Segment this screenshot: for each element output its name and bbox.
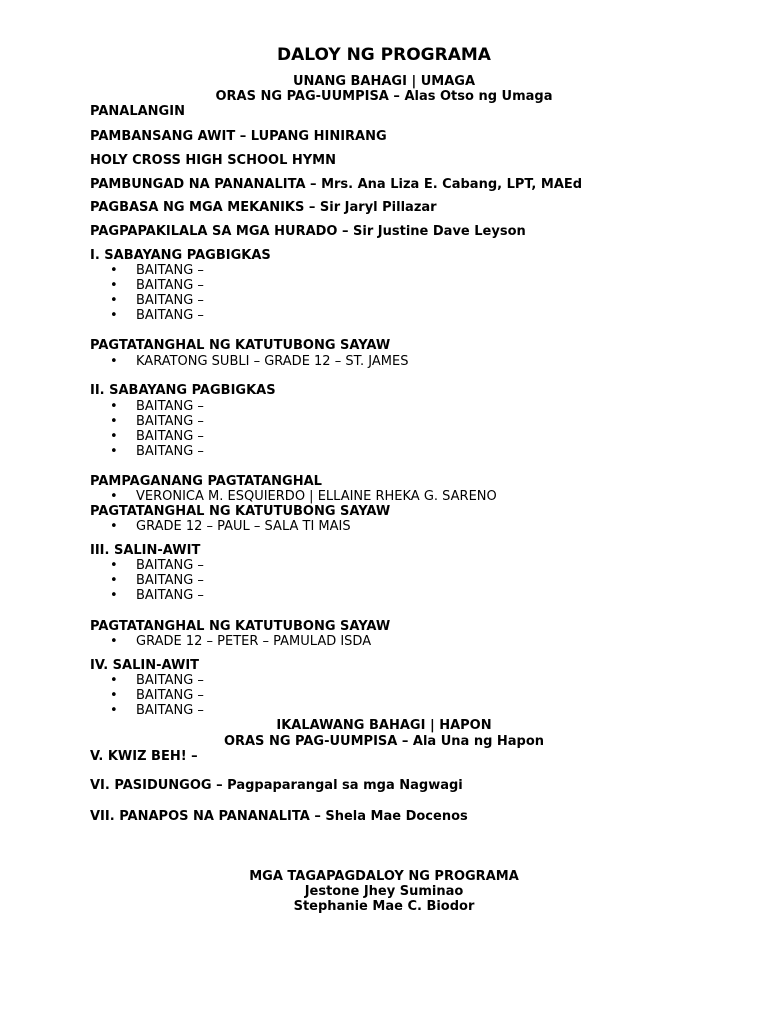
opening-label: PAMBUNGAD NA PANANALITA – (90, 177, 322, 192)
list-item: • (110, 634, 118, 649)
dance-1-heading: PAGTATANGHAL NG KATUTUBONG SAYAW (90, 338, 391, 353)
list-item: • (110, 558, 118, 573)
item-hymn: HOLY CROSS HIGH SCHOOL HYMN (90, 153, 336, 168)
part1-heading: UNANG BAHAGI | UMAGA (292, 74, 476, 89)
list-item-text: GRADE 12 – PAUL – SALA TI MAIS (136, 519, 351, 534)
anthem-label: PAMBANSANG AWIT – (90, 129, 251, 144)
judges-value: Sir Justine Dave Leyson (353, 224, 526, 239)
item-anthem (90, 129, 387, 144)
list-item: • (110, 308, 118, 323)
part2-start-time (0, 734, 768, 749)
hosts-heading: MGA TAGAPAGDALOY NG PROGRAMA (249, 869, 519, 884)
section-1-heading: I. SABAYANG PAGBIGKAS (90, 248, 271, 263)
part2-start-value: Ala Una ng Hapon (412, 734, 545, 749)
part1-start-value: Alas Otso ng Umaga (404, 89, 553, 104)
part2-start-label: ORAS NG PAG-UUMPISA – (223, 734, 413, 749)
list-item-text: BAITANG – (136, 703, 204, 718)
list-item-text: BAITANG – (136, 688, 204, 703)
list-item: • (110, 263, 118, 278)
anthem-value: LUPANG HINIRANG (250, 129, 387, 144)
part1-start-label: ORAS NG PAG-UUMPISA – (215, 89, 405, 104)
list-item-text: BAITANG – (136, 308, 204, 323)
host-name: Stephanie Mae C. Biodor (293, 899, 475, 914)
list-item-text: BAITANG – (136, 399, 204, 414)
item-panalangin: PANALANGIN (90, 104, 185, 119)
dance-2-heading: PAGTATANGHAL NG KATUTUBONG SAYAW (90, 504, 391, 519)
list-item-text: KARATONG SUBLI – GRADE 12 – ST. JAMES (136, 354, 409, 369)
list-item: • (110, 278, 118, 293)
list-item: • (110, 414, 118, 429)
awards-item (90, 778, 463, 793)
list-item-text: VERONICA M. ESQUIERDO | ELLAINE RHEKA G. SARENO (136, 489, 497, 504)
judges-label: PAGPAPAKILALA SA MGA HURADO – (90, 224, 354, 239)
kwiz-item: V. KWIZ BEH! – (90, 749, 198, 764)
item-judges (90, 224, 526, 239)
list-item-text: GRADE 12 – PETER – PAMULAD ISDA (136, 634, 372, 649)
awards-label: VI. PASIDUNGOG – (90, 778, 228, 793)
list-item: • (110, 519, 118, 534)
list-item-text: BAITANG – (136, 429, 204, 444)
item-opening (90, 177, 582, 192)
closing-item (90, 809, 468, 824)
list-item: • (110, 429, 118, 444)
item-mechanics (90, 200, 437, 215)
host-name: Jestone Jhey Suminao (304, 884, 464, 899)
page-title: DALOY NG PROGRAMA (277, 45, 491, 65)
section-2-heading: II. SABAYANG PAGBIGKAS (90, 383, 276, 398)
list-item-text: BAITANG – (136, 263, 204, 278)
list-item: • (110, 293, 118, 308)
dance-3-heading: PAGTATANGHAL NG KATUTUBONG SAYAW (90, 619, 391, 634)
list-item: • (110, 703, 118, 718)
section-4-heading: IV. SALIN-AWIT (90, 658, 200, 673)
list-item-text: BAITANG – (136, 573, 204, 588)
opening-value: Mrs. Ana Liza E. Cabang, LPT, MAEd (321, 177, 583, 192)
list-item-text: BAITANG – (136, 293, 204, 308)
awards-value: Pagpaparangal sa mga Nagwagi (227, 778, 463, 793)
closing-value: Shela Mae Docenos (325, 809, 468, 824)
special-heading: PAMPAGANANG PAGTATANGHAL (90, 474, 322, 489)
list-item: • (110, 673, 118, 688)
list-item-text: BAITANG – (136, 414, 204, 429)
part2-heading: IKALAWANG BAHAGI | HAPON (276, 718, 492, 733)
mechanics-label: PAGBASA NG MGA MEKANIKS – (90, 200, 320, 215)
list-item: • (110, 573, 118, 588)
mechanics-value: Sir Jaryl Pillazar (319, 200, 437, 215)
list-item: • (110, 354, 118, 369)
list-item-text: BAITANG – (136, 558, 204, 573)
list-item-text: BAITANG – (136, 278, 204, 293)
list-item: • (110, 489, 118, 504)
section-3-heading: III. SALIN-AWIT (90, 543, 201, 558)
list-item-text: BAITANG – (136, 588, 204, 603)
list-item-text: BAITANG – (136, 673, 204, 688)
list-item: • (110, 688, 118, 703)
list-item: • (110, 399, 118, 414)
list-item-text: BAITANG – (136, 444, 204, 459)
closing-label: VII. PANAPOS NA PANANALITA – (90, 809, 326, 824)
part1-start-time (0, 89, 768, 104)
list-item: • (110, 588, 118, 603)
list-item: • (110, 444, 118, 459)
